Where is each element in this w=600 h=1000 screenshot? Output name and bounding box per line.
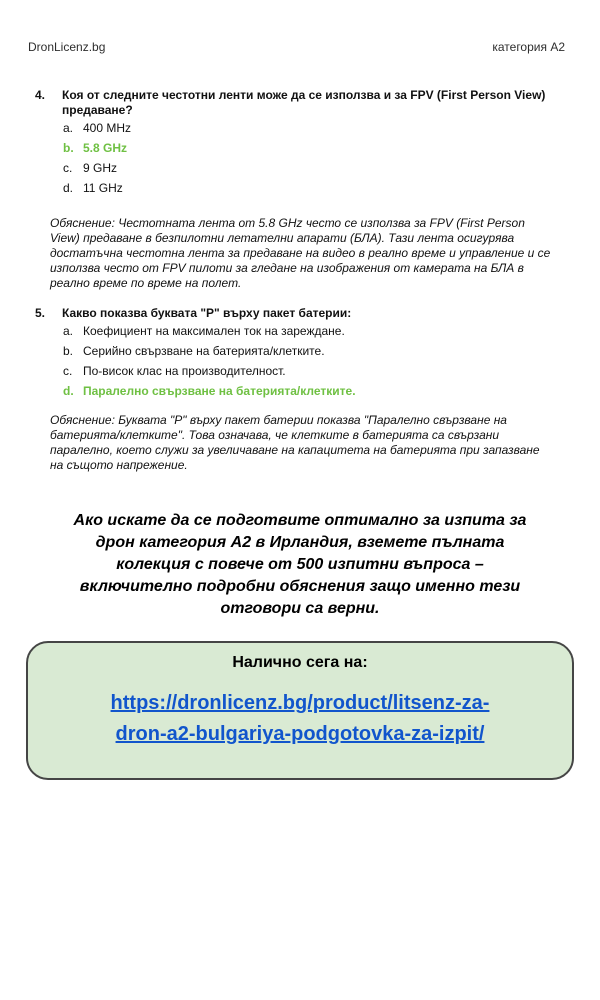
option-letter: c. xyxy=(63,364,73,378)
promo-line: включително подробни обяснения защо именно тези xyxy=(79,578,521,595)
product-link-line: dron-a2-bulgariya-podgotovka-za-izpit/ xyxy=(115,723,485,745)
option-letter: a. xyxy=(63,324,74,338)
explanation-line: използва често от FPV пилоти за гледане на изображения от камерата на БЛА в xyxy=(50,261,524,275)
option-letter: b. xyxy=(63,141,74,155)
option-b xyxy=(63,345,600,358)
question-block-4 xyxy=(0,88,600,291)
option-letter: d. xyxy=(63,384,74,398)
promo-line: отговори са верни. xyxy=(220,600,380,617)
option-d-correct xyxy=(63,385,600,398)
option-a xyxy=(63,325,600,338)
explanation-line: View) предаване в безпилотни летателни апарати (БЛА). Тази лента осигурява xyxy=(50,231,515,245)
question-text-line: Коя от следните честотни ленти може да се използва и за FPV (First Person View) xyxy=(62,88,546,102)
option-text: Паралелно свързване на батерията/клетките. xyxy=(83,384,356,398)
page-header xyxy=(0,0,600,54)
option-text: 5.8 GHz xyxy=(83,141,128,155)
cta-box xyxy=(26,641,574,780)
question-heading xyxy=(35,306,562,321)
explanation-text xyxy=(50,216,598,291)
options-list xyxy=(63,122,600,195)
question-heading xyxy=(35,88,562,118)
option-letter: b. xyxy=(63,344,74,358)
option-letter: a. xyxy=(63,121,74,135)
option-letter: d. xyxy=(63,181,74,195)
explanation-line: на същото напрежение. xyxy=(50,458,188,472)
promo-line: Ако искате да се подготвите оптимално за изпита за xyxy=(73,512,527,529)
question-block-5 xyxy=(0,306,600,473)
option-text: 11 GHz xyxy=(83,181,123,195)
promo-line: колекция с повече от 500 изпитни въпроса – xyxy=(116,556,484,573)
option-text: 9 GHz xyxy=(83,161,118,175)
question-number: 5. xyxy=(35,306,46,320)
promo-line: дрон категория А2 в Ирландия, вземете пълната xyxy=(95,534,505,551)
option-a xyxy=(63,122,600,135)
category-label: категория A2 xyxy=(492,40,565,54)
option-c xyxy=(63,365,600,378)
option-letter: c. xyxy=(63,161,73,175)
question-text-line: предаване? xyxy=(62,103,133,117)
product-link-line: https://dronlicenz.bg/product/litsenz-za- xyxy=(110,692,490,714)
option-c xyxy=(63,162,600,175)
option-b-correct xyxy=(63,142,600,155)
options-list xyxy=(63,325,600,398)
explanation-line: паралелно, което служи за увеличаване на капацитета на батерията при запазване xyxy=(50,443,540,457)
explanation-line: достатъчна честотна лента за предаване на видео в реално време и управление и се xyxy=(50,246,551,260)
cta-heading: Налично сега на: xyxy=(232,654,368,671)
explanation-text xyxy=(50,413,598,473)
explanation-line: Обяснение: Честотната лента от 5.8 GHz често се използва за FPV (First Person xyxy=(50,216,525,230)
explanation-line: реално време по време на полет. xyxy=(50,276,242,290)
option-text: Серийно свързване на батерията/клетките. xyxy=(83,344,325,358)
site-name: DronLicenz.bg xyxy=(28,40,106,54)
question-text: Какво показва буквата "P" върху пакет батерии: xyxy=(62,306,352,320)
product-link[interactable] xyxy=(28,688,572,750)
option-text: По-висок клас на производителност. xyxy=(83,364,286,378)
question-number: 4. xyxy=(35,88,46,102)
question-text xyxy=(62,88,562,118)
option-d xyxy=(63,182,600,195)
option-text: 400 MHz xyxy=(83,121,132,135)
option-text: Коефициент на максимален ток на зареждане. xyxy=(83,324,345,338)
promo-text xyxy=(65,510,535,620)
explanation-line: батерията/клетките". Това означава, че клетките в батерията са свързани xyxy=(50,428,500,442)
explanation-line: Обяснение: Буквата "P" върху пакет батерии показва "Паралелно свързване на xyxy=(50,413,507,427)
